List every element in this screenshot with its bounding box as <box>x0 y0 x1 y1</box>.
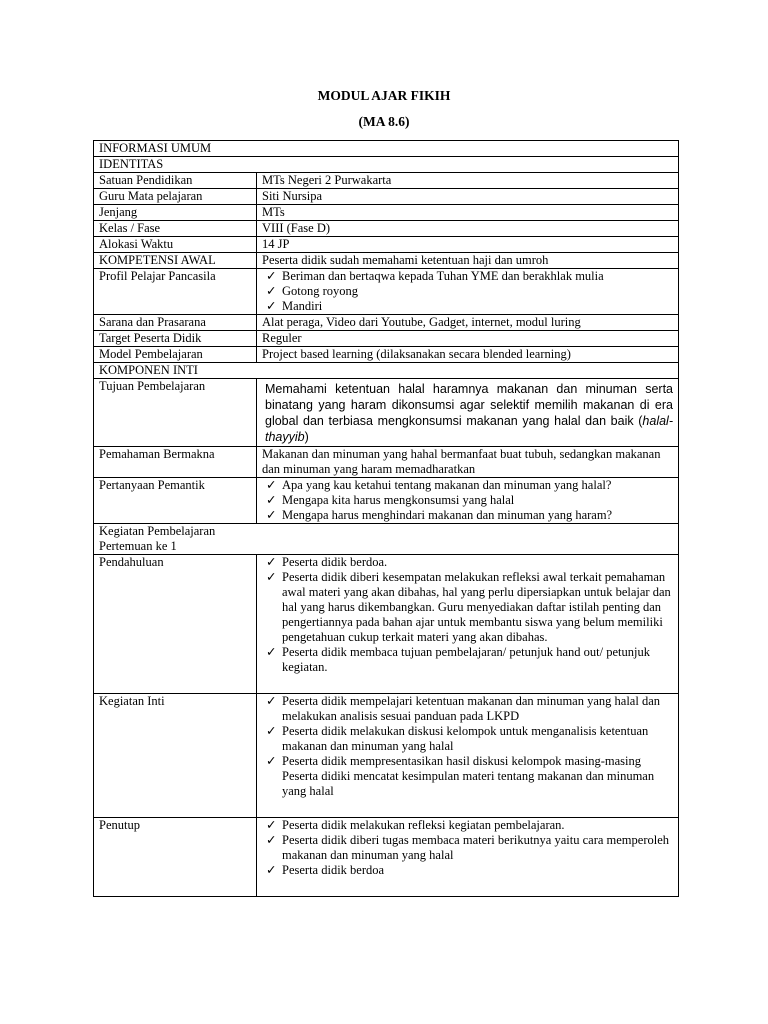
row-value: MTs Negeri 2 Purwakarta <box>257 173 679 189</box>
row-value <box>257 818 679 897</box>
table-row <box>94 221 679 237</box>
table-row <box>94 478 679 524</box>
section-general-header: INFORMASI UMUM <box>94 141 679 157</box>
list-item: ✓ Peserta didik berdoa <box>266 863 385 877</box>
row-value <box>257 555 679 694</box>
table-row <box>94 555 679 694</box>
list-item: ✓ Beriman dan bertaqwa kepada Tuhan YME dan berakhlak mulia <box>266 269 604 283</box>
section-core-header: KOMPONEN INTI <box>94 363 679 379</box>
table-row <box>94 315 679 331</box>
row-label: Model Pembelajaran <box>94 347 257 363</box>
row-value: Alat peraga, Video dari Youtube, Gadget, internet, modul luring <box>257 315 679 331</box>
row-label: Tujuan Pembelajaran <box>94 379 257 447</box>
table-row <box>94 694 679 818</box>
list-item: ✓ Gotong royong <box>266 284 359 298</box>
row-value: 14 JP <box>257 237 679 253</box>
table-row <box>94 447 679 478</box>
check-icon: ✓ <box>266 508 277 522</box>
row-label: Penutup <box>94 818 257 897</box>
pendahuluan-list <box>262 555 673 675</box>
list-item: ✓ Peserta didik mempresentasikan hasil diskusi kelompok masing-masing <box>266 754 641 768</box>
row-label: KOMPETENSI AWAL <box>94 253 257 269</box>
check-icon: ✓ <box>266 555 277 569</box>
section-identity-header: IDENTITAS <box>94 157 679 173</box>
table-row <box>94 331 679 347</box>
list-item: ✓ Peserta didik melakukan refleksi kegiatan pembelajaran. <box>266 818 565 832</box>
row-value: Siti Nursipa <box>257 189 679 205</box>
row-value: Peserta didik sudah memahami ketentuan haji dan umroh <box>257 253 679 269</box>
list-item: ✓ Peserta didik berdoa. <box>266 555 388 569</box>
list-item: ✓ Peserta didik diberi tugas membaca materi berikutnya yaitu cara memperoleh makanan dan minuman yang halal <box>266 833 670 862</box>
list-item: ✓ Apa yang kau ketahui tentang makanan dan minuman yang halal? <box>266 478 612 492</box>
row-value: Project based learning (dilaksanakan secara blended learning) <box>257 347 679 363</box>
row-value <box>257 269 679 315</box>
row-label: Kegiatan Inti <box>94 694 257 818</box>
check-icon: ✓ <box>266 478 277 492</box>
check-icon: ✓ <box>266 724 277 738</box>
profil-list <box>262 269 673 314</box>
row-label: Guru Mata pelajaran <box>94 189 257 205</box>
row-label: Jenjang <box>94 205 257 221</box>
check-icon: ✓ <box>266 284 277 298</box>
row-value: MTs <box>257 205 679 221</box>
inti-list <box>262 694 673 769</box>
table-row <box>94 189 679 205</box>
row-value <box>257 694 679 818</box>
row-label: Kelas / Fase <box>94 221 257 237</box>
list-item: ✓ Mengapa harus menghindari makanan dan minuman yang haram? <box>266 508 613 522</box>
table-row <box>94 269 679 315</box>
module-table <box>93 140 679 897</box>
list-item: ✓ Peserta didik membaca tujuan pembelajaran/ petunjuk hand out/ petunjuk kegiatan. <box>266 645 650 674</box>
penutup-list <box>262 818 673 878</box>
table-row <box>94 347 679 363</box>
row-label: Target Peserta Didik <box>94 331 257 347</box>
row-label: Sarana dan Prasarana <box>94 315 257 331</box>
pertanyaan-list <box>262 478 673 523</box>
row-value: Reguler <box>257 331 679 347</box>
document-title: MODUL AJAR FIKIH <box>317 88 451 103</box>
row-value: VIII (Fase D) <box>257 221 679 237</box>
kegiatan-header: Kegiatan Pembelajaran Pertemuan ke 1 <box>94 524 679 555</box>
check-icon: ✓ <box>266 570 277 584</box>
row-label: Pertanyaan Pemantik <box>94 478 257 524</box>
list-item: ✓ Mengapa kita harus mengkonsumsi yang halal <box>266 493 515 507</box>
document-subtitle: (MA 8.6) <box>358 114 410 129</box>
table-row <box>94 379 679 447</box>
row-value <box>257 478 679 524</box>
check-icon: ✓ <box>266 818 277 832</box>
row-value: Makanan dan minuman yang hahal bermanfaat buat tubuh, sedangkan makanan dan minuman yang haram memadharatkan <box>257 447 679 478</box>
check-icon: ✓ <box>266 863 277 877</box>
row-value: Memahami ketentuan halal haramnya makanan dan minuman serta binatang yang haram dikonsumsi agar selektif memilih makanan di era global dan terbiasa mengkonsumsi makanan yang halal dan baik (halal-thayyib) <box>257 379 679 447</box>
check-icon: ✓ <box>266 833 277 847</box>
table-row <box>94 205 679 221</box>
list-item: ✓ Peserta didik melakukan diskusi kelompok untuk menganalisis ketentuan makanan dan minuman yang halal <box>266 724 649 753</box>
check-icon: ✓ <box>266 645 277 659</box>
row-label: Satuan Pendidikan <box>94 173 257 189</box>
check-icon: ✓ <box>266 493 277 507</box>
check-icon: ✓ <box>266 269 277 283</box>
table-row <box>94 253 679 269</box>
row-label: Pendahuluan <box>94 555 257 694</box>
check-icon: ✓ <box>266 299 277 313</box>
list-item: ✓ Peserta didik diberi kesempatan melakukan refleksi awal terkait pemahaman awal materi yang akan dibahas, hal yang perlu dipersiapkan untuk belajar dan hal yang harus dikembangkan. Guru menyediakan daftar istilah penting dan pengertiannya pada bahan ajar untuk membantu siswa yang belum memiliki pengetahuan cukup terkait materi yang akan dibahas. <box>266 570 671 644</box>
row-label: Alokasi Waktu <box>94 237 257 253</box>
table-row <box>94 237 679 253</box>
list-item: ✓ Mandiri <box>266 299 323 313</box>
table-row <box>94 173 679 189</box>
check-icon: ✓ <box>266 754 277 768</box>
inti-note: Peserta didiki mencatat kesimpulan materi tentang makanan dan minuman yang halal <box>282 769 655 798</box>
list-item: ✓ Peserta didik mempelajari ketentuan makanan dan minuman yang halal dan melakukan analisis sesuai panduan pada LKPD <box>266 694 660 723</box>
row-label: Pemahaman Bermakna <box>94 447 257 478</box>
check-icon: ✓ <box>266 694 277 708</box>
table-row <box>94 818 679 897</box>
row-label: Profil Pelajar Pancasila <box>94 269 257 315</box>
